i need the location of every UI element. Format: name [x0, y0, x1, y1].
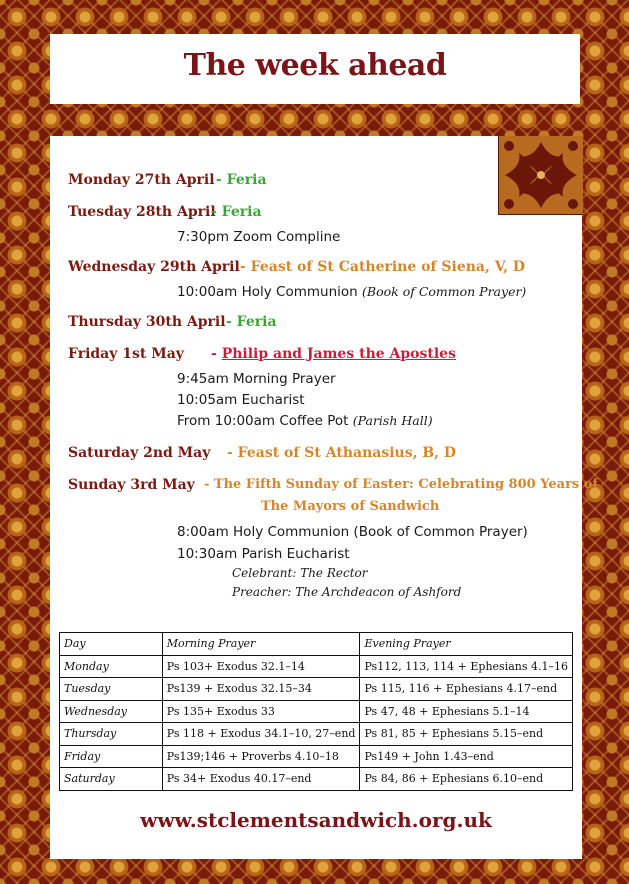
service-friday-eucharist: 10:05am Eucharist [177, 392, 305, 408]
table-header-cell: Day [60, 633, 163, 656]
day-friday: Friday 1st May [68, 346, 184, 362]
table-cell-day: Monday [60, 655, 163, 678]
website-link[interactable]: www.stclementsandwich.org.uk [140, 808, 492, 832]
day-monday: Monday 27th April [68, 172, 215, 188]
fleur-de-lis-icon [499, 136, 583, 214]
table-cell-day: Friday [60, 745, 163, 768]
table-cell-evening: Ps149 + John 1.43–end [360, 745, 573, 768]
table-row [60, 655, 573, 678]
service-wednesday-communion [177, 284, 526, 300]
feast-sunday-line2: The Mayors of Sandwich [261, 499, 440, 514]
table-cell-evening: Ps 84, 86 + Ephesians 6.10–end [360, 768, 573, 791]
table-cell-day: Saturday [60, 768, 163, 791]
title-banner [50, 34, 580, 104]
service-time-title: 10:00am Holy Communion [177, 284, 363, 300]
feast-friday-link[interactable]: Philip and James the Apostles [221, 346, 456, 362]
table-cell-morning: Ps 135+ Exodus 33 [162, 700, 360, 723]
feast-tuesday: - Feria [211, 204, 262, 220]
table-row [60, 723, 573, 746]
table-cell-morning: Ps139;146 + Proverbs 4.10–18 [162, 745, 360, 768]
service-note: (Parish Hall) [352, 413, 433, 428]
table-cell-morning: Ps139 + Exodus 32.15–34 [162, 678, 360, 701]
feast-friday [211, 346, 456, 362]
table-row [60, 678, 573, 701]
service-friday-coffee [177, 413, 433, 429]
table-row [60, 768, 573, 791]
table-header-row [60, 633, 573, 656]
feast-monday: - Feria [216, 172, 267, 188]
service-time-title: From 10:00am Coffee Pot [177, 413, 353, 429]
table-header-cell: Evening Prayer [360, 633, 573, 656]
feast-sunday-line1: - The Fifth Sunday of Easter: Celebrating 800 Years of [204, 477, 599, 492]
day-thursday: Thursday 30th April [68, 314, 226, 330]
table-cell-morning: Ps 103+ Exodus 32.1–14 [162, 655, 360, 678]
table-cell-evening: Ps 81, 85 + Ephesians 5.15–end [360, 723, 573, 746]
table-cell-morning: Ps 34+ Exodus 40.17–end [162, 768, 360, 791]
table-header-cell: Morning Prayer [162, 633, 360, 656]
table-cell-evening: Ps 115, 116 + Ephesians 4.17–end [360, 678, 573, 701]
page-title: The week ahead [183, 48, 447, 83]
day-wednesday: Wednesday 29th April [68, 259, 240, 275]
service-tuesday-compline: 7:30pm Zoom Compline [177, 229, 341, 245]
service-sunday-communion: 8:00am Holy Communion (Book of Common Prayer) [177, 524, 528, 540]
table-row [60, 700, 573, 723]
table-row [60, 745, 573, 768]
table-cell-evening: Ps 47, 48 + Ephesians 5.1–14 [360, 700, 573, 723]
readings-table [59, 632, 573, 791]
feast-saturday: - Feast of St Athanasius, B, D [227, 445, 457, 461]
table-cell-day: Thursday [60, 723, 163, 746]
sunday-celebrant: Celebrant: The Rector [232, 566, 368, 580]
table-cell-morning: Ps 118 + Exodus 34.1–10, 27–end [162, 723, 360, 746]
feast-wednesday: - Feast of St Catherine of Siena, V, D [240, 259, 526, 275]
feast-dash: - [211, 346, 222, 362]
day-sunday: Sunday 3rd May [68, 477, 195, 493]
sunday-preacher: Preacher: The Archdeacon of Ashford [232, 585, 462, 599]
feast-thursday: - Feria [226, 314, 277, 330]
table-cell-day: Wednesday [60, 700, 163, 723]
day-saturday: Saturday 2nd May [68, 445, 211, 461]
table-cell-day: Tuesday [60, 678, 163, 701]
day-tuesday: Tuesday 28th April [68, 204, 216, 220]
service-note: (Book of Common Prayer) [362, 284, 527, 299]
table-cell-evening: Ps112, 113, 114 + Ephesians 4.1–16 [360, 655, 573, 678]
decorative-fleur-tile [498, 136, 583, 215]
service-friday-morning-prayer: 9:45am Morning Prayer [177, 371, 336, 387]
service-sunday-eucharist: 10:30am Parish Eucharist [177, 546, 350, 562]
